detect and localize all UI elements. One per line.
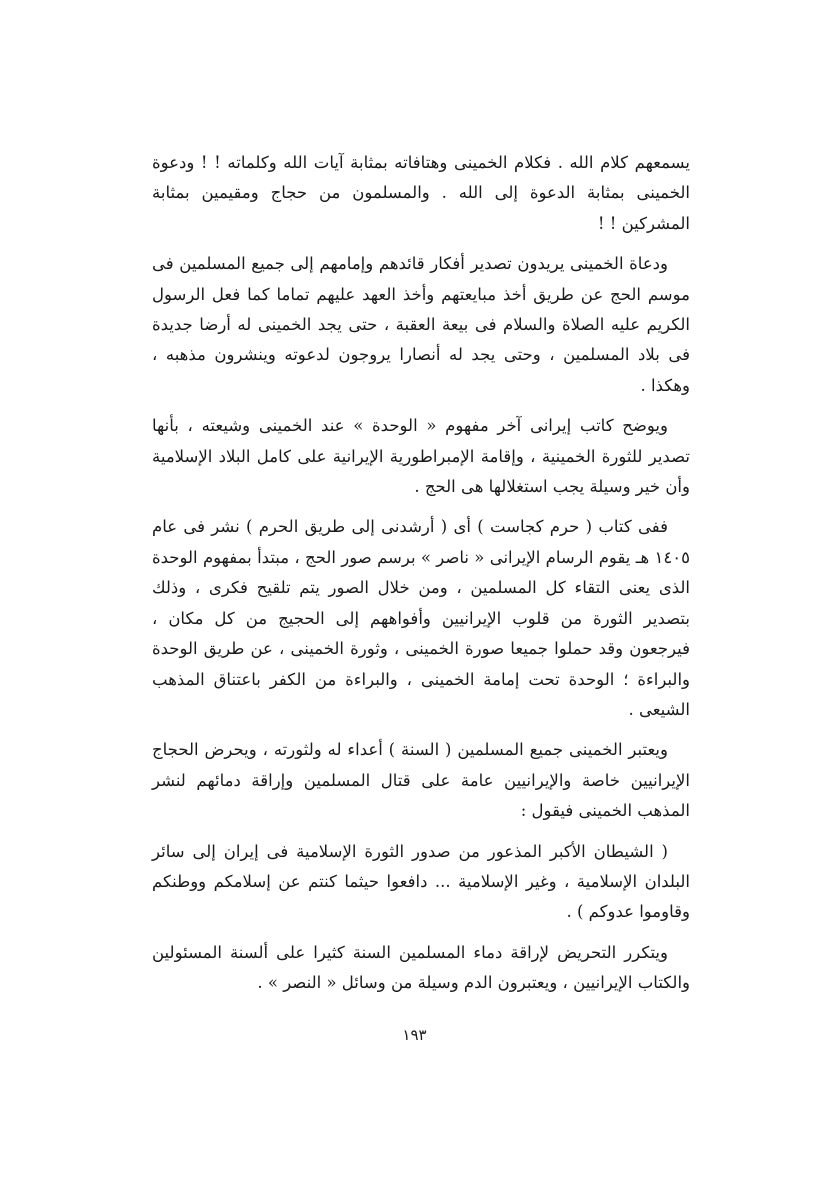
- paragraph-1: يسمعهم كلام الله . فكلام الخمينى وهتافاته بمثابة آيات الله وكلماته ! ! ودعوة الخمينى بمثابة الدعوة إلى الله . والمسلمون من حجاج ومقيمين بمثابة المشركين ! !: [152, 153, 690, 233]
- quote-paragraph: ( الشيطان الأكبر المذعور من صدور الثورة الإسلامية فى إيران إلى سائر البلدان الإسلامية ، وغير الإسلامية ... دافعوا حيثما كنتم عن إسلامكم ووطنكم وقاوموا عدوكم ) .: [152, 841, 690, 922]
- paragraph-4: ففى كتاب ( حرم كجاست ) أى ( أرشدنى إلى طريق الحرم ) نشر فى عام ١٤٠٥ هـ يقوم الرسام الإيرانى « ناصر » برسم صور الحج ، مبتدأ بمفهوم الوحدة الذى يعنى التقاء كل المسلمين ، ومن خلال الصور يتم تلقيح فكرى ، وذلك بتصدير الثورة من قلوب الإيرانيين وأفواههم إلى الحجيج من كل مكان ، فيرجعون وقد حملوا جميعا صورة الخمينى ، وثورة الخمينى ، عن طريق الوحدة والبراءة ؛ الوحدة تحت إمامة الخمينى ، والبراءة من الكفر باعتناق المذهب الشيعى .: [152, 517, 691, 719]
- paragraph-7: ويتكرر التحريض لإراقة دماء المسلمين السنة كثيرا على ألسنة المسئولين والكتاب الإيرانيين ، ويعتبرون الدم وسيلة من وسائل « النصر » .: [152, 942, 690, 993]
- paragraph-2: ودعاة الخمينى يريدون تصدير أفكار قائدهم وإمامهم إلى جميع المسلمين فى موسم الحج عن طريق أخذ مبايعتهم وأخذ العهد عليهم تماما كما فعل الرسول الكريم عليه الصلاة والسلام فى بيعة العقبة ، حتى يجد الخمينى له أرضا جديدة فى بلاد المسلمين ، وحتى يجد له أنصارا يروجون لدعوته وينشرون مذهبه ، وهكذا .: [152, 254, 690, 395]
- paragraph-3: ويوضح كاتب إيرانى آخر مفهوم « الوحدة » عند الخمينى وشيعته ، بأنها تصدير للثورة الخمينية ، وإقامة الإمبراطورية الإيرانية على كامل البلاد الإسلامية وأن خير وسيلة يجب استغلالها هى الحج .: [152, 416, 690, 497]
- paragraph-5: ويعتبر الخمينى جميع المسلمين ( السنة ) أعداء له ولثورته ، ويحرض الحجاج الإيرانيين خاصة والإيرانيين عامة على قتال المسلمين وإراقة دمائهم لنشر المذهب الخمينى فيقول :: [152, 740, 690, 821]
- page-number: ١٩٣: [402, 1026, 427, 1044]
- body-text: [152, 148, 690, 999]
